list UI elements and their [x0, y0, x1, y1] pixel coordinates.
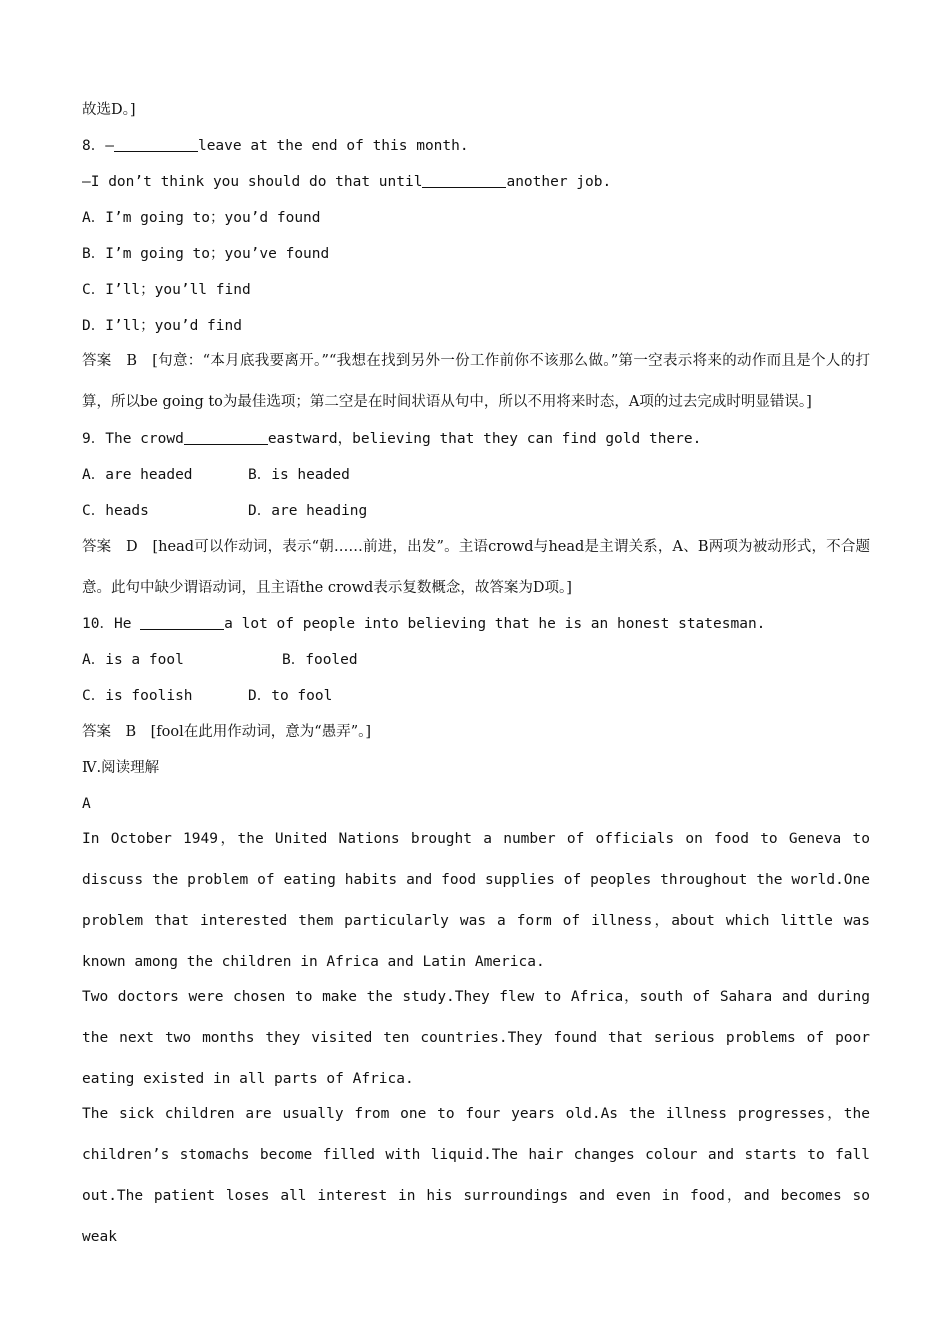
option-10b: B．fooled — [282, 652, 358, 668]
passage-label: A — [82, 796, 91, 812]
answer-blank — [422, 173, 506, 188]
option-10a: A．is a fool — [82, 652, 184, 668]
answer-10: 答案 B [fool在此用作动词，意为“愚弄”。] — [82, 724, 372, 740]
document-page — [82, 92, 870, 1258]
option-9b: B．is headed — [248, 467, 350, 483]
options-9-row-2 — [82, 493, 870, 529]
question-8-line-1: 8．— leave at the end of this month. — [82, 138, 469, 154]
options-10-row-1 — [82, 642, 870, 678]
option-9a: A．are headed — [82, 467, 193, 483]
answer-blank — [114, 137, 198, 152]
answer-blank — [140, 615, 224, 630]
options-10-row-2 — [82, 678, 870, 714]
section-heading: Ⅳ.阅读理解 — [82, 760, 160, 776]
option-8a: A．I’m going to；you’d found — [82, 210, 321, 226]
prev-answer-tail: 故选D。] — [82, 102, 136, 118]
passage-paragraph-2: Two doctors were chosen to make the study.They flew to Africa，south of Sahara and during the next two months they visited ten countries.They found that serious problems of poor eating existed in all parts of Africa. — [82, 989, 870, 1087]
passage-paragraph-3: The sick children are usually from one to four years old.As the illness progresses，the children’s stomachs become filled with liquid.The hair changes colour and starts to fall out.The patient loses all interest in his surroundings and even in food，and becomes so weak — [82, 1106, 870, 1245]
option-10d: D．to fool — [248, 688, 333, 704]
answer-blank — [184, 430, 268, 445]
option-9c: C．heads — [82, 503, 149, 519]
question-9: 9．The crowd eastward，believing that they can find gold there. — [82, 431, 702, 447]
passage-paragraph-1: In October 1949，the United Nations brought a number of officials on food to Geneva to discuss the problem of eating habits and food supplies of peoples throughout the world.One problem that interested them particularly was a form of illness，about which little was known among the children in Africa and Latin America. — [82, 831, 870, 970]
option-9d: D．are heading — [248, 503, 368, 519]
answer-9: 答案 D [head可以作动词，表示“朝……前进，出发”。主语crowd与head是主谓关系，A、B两项为被动形式，不合题意。此句中缺少谓语动词，且主语the crowd表示复数概念，故答案为D项。] — [82, 539, 870, 596]
question-8-line-2: —I don’t think you should do that until another job. — [82, 174, 612, 190]
option-10c: C．is foolish — [82, 688, 193, 704]
answer-8: 答案 B [句意：“本月底我要离开。”“我想在找到另外一份工作前你不该那么做。”第一空表示将来的动作而且是个人的打算，所以be going to为最佳选项；第二空是在时间状语从句中，所以不用将来时态，A项的过去完成时明显错误。] — [82, 353, 870, 410]
question-10: 10．He a lot of people into believing that he is an honest statesman. — [82, 616, 766, 632]
options-9-row-1 — [82, 457, 870, 493]
option-8d: D．I’ll；you’d find — [82, 318, 242, 334]
option-8b: B．I’m going to；you’ve found — [82, 246, 330, 262]
option-8c: C．I’ll；you’ll find — [82, 282, 251, 298]
